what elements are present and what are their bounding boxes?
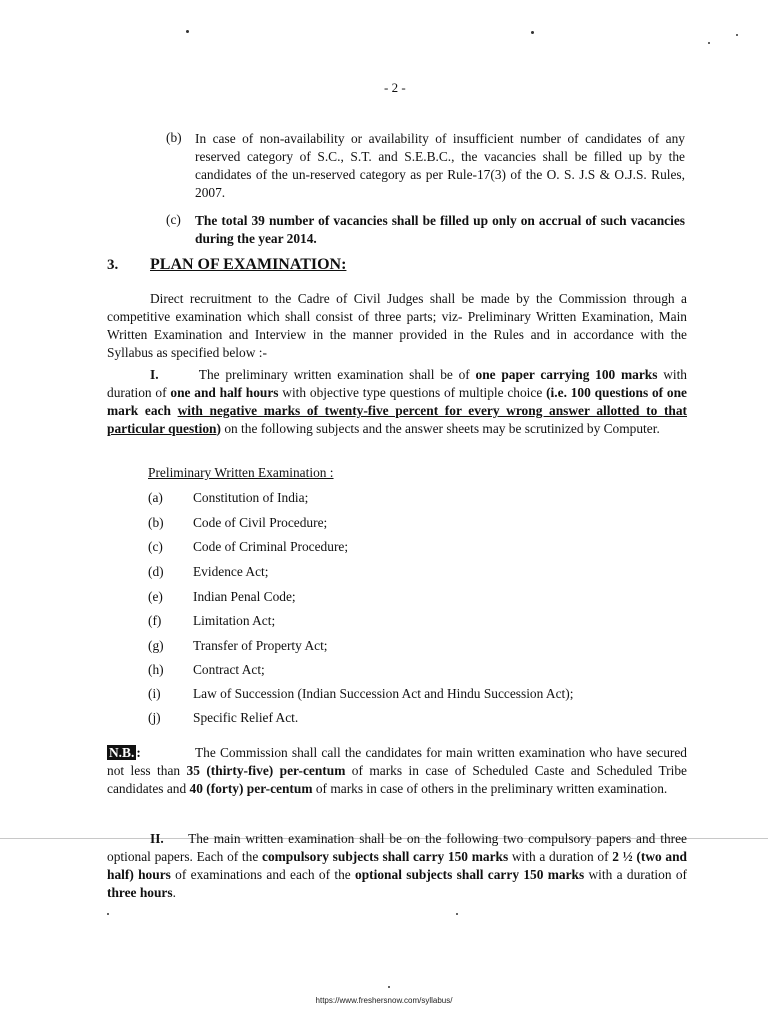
text-run: . [172, 885, 176, 900]
list-letter: (a) [148, 490, 163, 505]
list-text: Limitation Act; [193, 613, 276, 628]
scan-speck [107, 913, 109, 915]
section-number: 3. [107, 257, 119, 273]
list-item [148, 662, 708, 682]
nb-paragraph [107, 744, 687, 798]
list-letter: (f) [148, 613, 162, 628]
para-c-text: The total 39 number of vacancies shall be filled up only on accrual of such vacancies during the year 2014. [195, 213, 685, 246]
para-c-label: (c) [166, 212, 181, 227]
text-run: on the following subjects and the answer sheets may be scrutinized by Computer. [220, 421, 660, 436]
list-letter: (i) [148, 686, 161, 701]
list-letter: (c) [148, 539, 163, 554]
text-run: of examinations and each of the [170, 867, 356, 882]
list-text: Code of Civil Procedure; [193, 515, 328, 530]
bold-run: ) [216, 421, 221, 436]
list-item [148, 589, 708, 609]
bold-run: one paper carrying 100 marks [475, 367, 658, 382]
bold-run: three hours [107, 885, 173, 900]
list-item [148, 710, 708, 730]
prelim-heading: Preliminary Written Examination : [148, 465, 334, 480]
footer-url[interactable]: https://www.freshersnow.com/syllabus/ [315, 996, 453, 1005]
list-text: Law of Succession (Indian Succession Act and Hindu Succession Act); [193, 686, 574, 701]
bold-run: one and half hours [170, 385, 279, 400]
text-run: with duration of [107, 367, 688, 400]
text-run: The preliminary written examination shall be of [198, 367, 476, 382]
bold-run: 2 ½ (two and half) hours [107, 849, 687, 882]
intro-paragraph: Direct recruitment to the Cadre of Civil Judges shall be made by the Commission through a competitive examination which shall consist of three parts; viz- Preliminary Written Examination, Main Written Examination and Interview in the manner provided in the Rules and in accordance with the Syllabus as specified below :- [107, 291, 687, 360]
para-b-label: (b) [166, 130, 182, 145]
text-run: with a duration of [508, 849, 613, 864]
text-run: with objective type questions of multiple choice [278, 385, 547, 400]
para-b-text: In case of non-availability or availability of insufficient number of candidates of any reserved category of S.C., S.T. and S.E.B.C., the vacancies shall be filled up by the candidates of the un-reserved category as per Rule-17(3) of the O. S. J.S & O.J.S. Rules, 2007. [195, 131, 685, 200]
part-one-numeral: I. [150, 367, 159, 382]
scan-speck [186, 30, 189, 33]
text-run: The Commission shall call the candidates for main written examination who have secured not less than [107, 745, 687, 778]
scan-speck [708, 42, 710, 44]
scan-speck [456, 913, 458, 915]
page-number: - 2 - [384, 80, 406, 95]
nb-box: N.B. [109, 745, 135, 760]
scan-speck [388, 986, 390, 988]
list-text: Specific Relief Act. [193, 710, 299, 725]
text-run: of marks in case of Scheduled Caste and Scheduled Tribe candidates and [107, 763, 687, 796]
list-text: Indian Penal Code; [193, 589, 296, 604]
list-letter: (h) [148, 662, 164, 677]
list-letter: (d) [148, 564, 164, 579]
part-two-paragraph [107, 830, 687, 902]
bold-run: optional subjects shall carry 150 marks [355, 867, 585, 882]
text-run: of marks in case of others in the preliminary written examination. [312, 781, 668, 796]
section-title: PLAN OF EXAMINATION: [150, 256, 347, 273]
list-letter: (b) [148, 515, 164, 530]
bold-run: (i.e. 100 questions of one mark each [107, 385, 687, 418]
list-letter: (j) [148, 710, 161, 725]
list-item [148, 490, 708, 510]
text-run: with a duration of [584, 867, 687, 882]
list-item [148, 686, 708, 706]
bold-run: compulsory subjects shall carry 150 marks [262, 849, 509, 864]
list-text: Transfer of Property Act; [193, 638, 328, 653]
text-run: The main written examination shall be on the following two compulsory papers and three optional papers. Each of the [107, 831, 687, 864]
list-text: Contract Act; [193, 662, 265, 677]
part-two-numeral: II. [150, 831, 164, 846]
list-text: Evidence Act; [193, 564, 269, 579]
list-item [148, 613, 708, 633]
list-text: Code of Criminal Procedure; [193, 539, 349, 554]
scan-speck [736, 34, 738, 36]
negative-marks-note: with negative marks of twenty-five percent for every wrong answer allotted to that particular question [107, 403, 688, 436]
list-item [148, 564, 708, 584]
list-item [148, 539, 708, 559]
list-item [148, 638, 708, 658]
list-letter: (e) [148, 589, 163, 604]
nb-colon: : [136, 745, 141, 760]
scan-speck [531, 31, 534, 34]
bold-run: 35 (thirty-five) per-centum [186, 763, 346, 778]
list-letter: (g) [148, 638, 164, 653]
list-item [148, 515, 708, 535]
part-one-paragraph [107, 366, 687, 438]
list-text: Constitution of India; [193, 490, 309, 505]
bold-run: 40 (forty) per-centum [189, 781, 313, 796]
